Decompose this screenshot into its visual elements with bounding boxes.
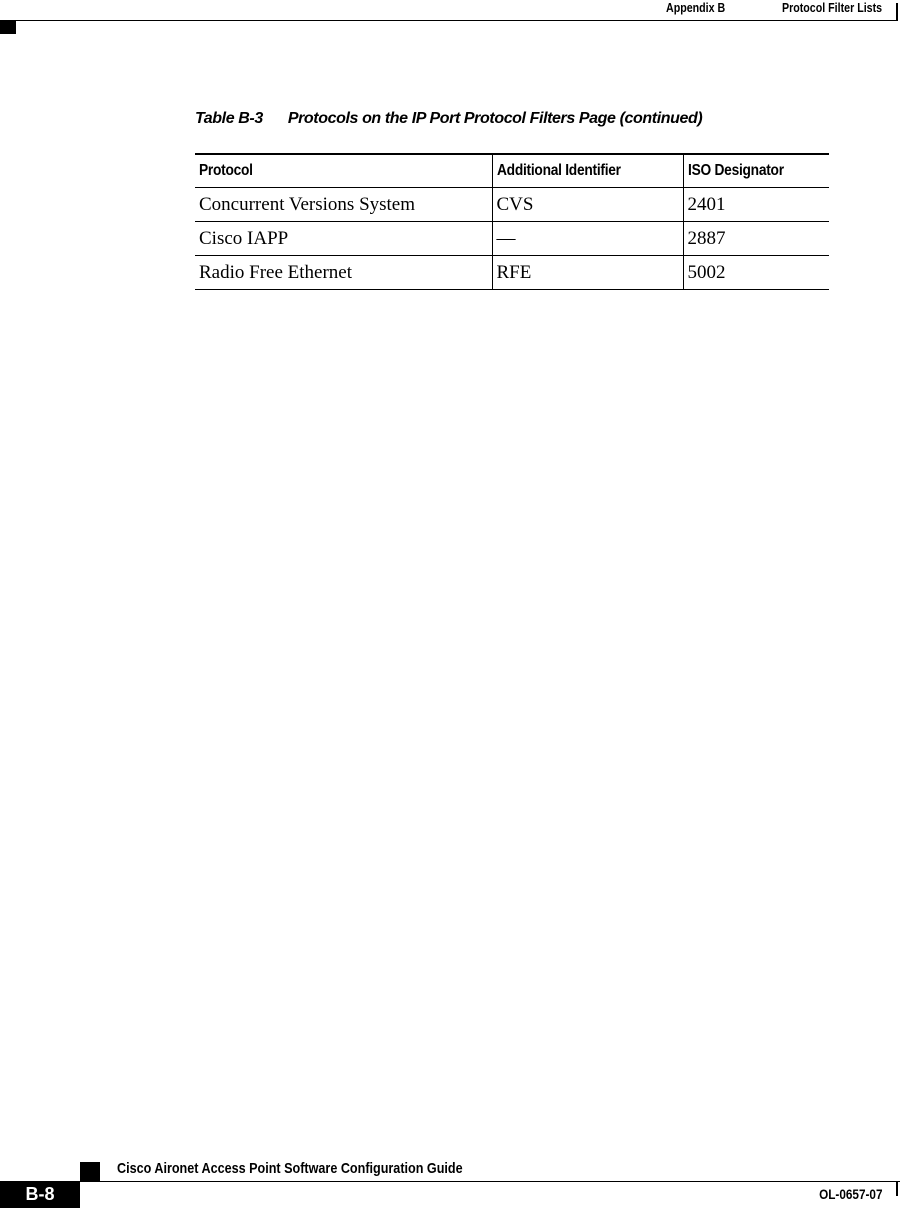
cell-identifier: — bbox=[492, 222, 683, 256]
column-header-additional-identifier: Additional Identifier bbox=[492, 154, 683, 188]
cell-iso-designator: 5002 bbox=[683, 256, 829, 290]
footer-page-number: B-8 bbox=[0, 1181, 80, 1208]
table-number: Table B-3 bbox=[195, 110, 263, 127]
column-header-iso-designator: ISO Designator bbox=[683, 154, 829, 188]
table-caption bbox=[195, 110, 702, 128]
footer-guide-title: Cisco Aironet Access Point Software Configuration Guide bbox=[117, 1160, 463, 1177]
footer-marker-block bbox=[80, 1162, 100, 1181]
header-rule bbox=[0, 20, 898, 21]
table-row bbox=[195, 222, 829, 256]
footer-rule bbox=[80, 1181, 900, 1182]
cell-protocol: Radio Free Ethernet bbox=[199, 261, 353, 283]
header-appendix: Appendix B bbox=[665, 0, 725, 15]
header-corner-block bbox=[0, 21, 16, 34]
cell-iso-designator: 2401 bbox=[683, 188, 829, 222]
cell-protocol: Cisco IAPP bbox=[199, 227, 289, 249]
cell-iso-designator: 2887 bbox=[683, 222, 829, 256]
column-header-protocol: Protocol bbox=[199, 162, 253, 179]
table-header-row bbox=[195, 154, 829, 188]
table-caption-text: Protocols on the IP Port Protocol Filters Page (continued) bbox=[287, 110, 703, 127]
protocol-table bbox=[195, 153, 829, 290]
header-section-title: Protocol Filter Lists bbox=[781, 0, 882, 15]
table-row bbox=[195, 188, 829, 222]
cell-identifier: RFE bbox=[492, 256, 683, 290]
cell-protocol: Concurrent Versions System bbox=[199, 193, 416, 215]
cell-identifier: CVS bbox=[492, 188, 683, 222]
table-row bbox=[195, 256, 829, 290]
footer-edge-tick bbox=[896, 1182, 898, 1196]
header-edge-tick bbox=[896, 3, 898, 21]
footer-doc-number: OL-0657-07 bbox=[818, 1186, 882, 1202]
